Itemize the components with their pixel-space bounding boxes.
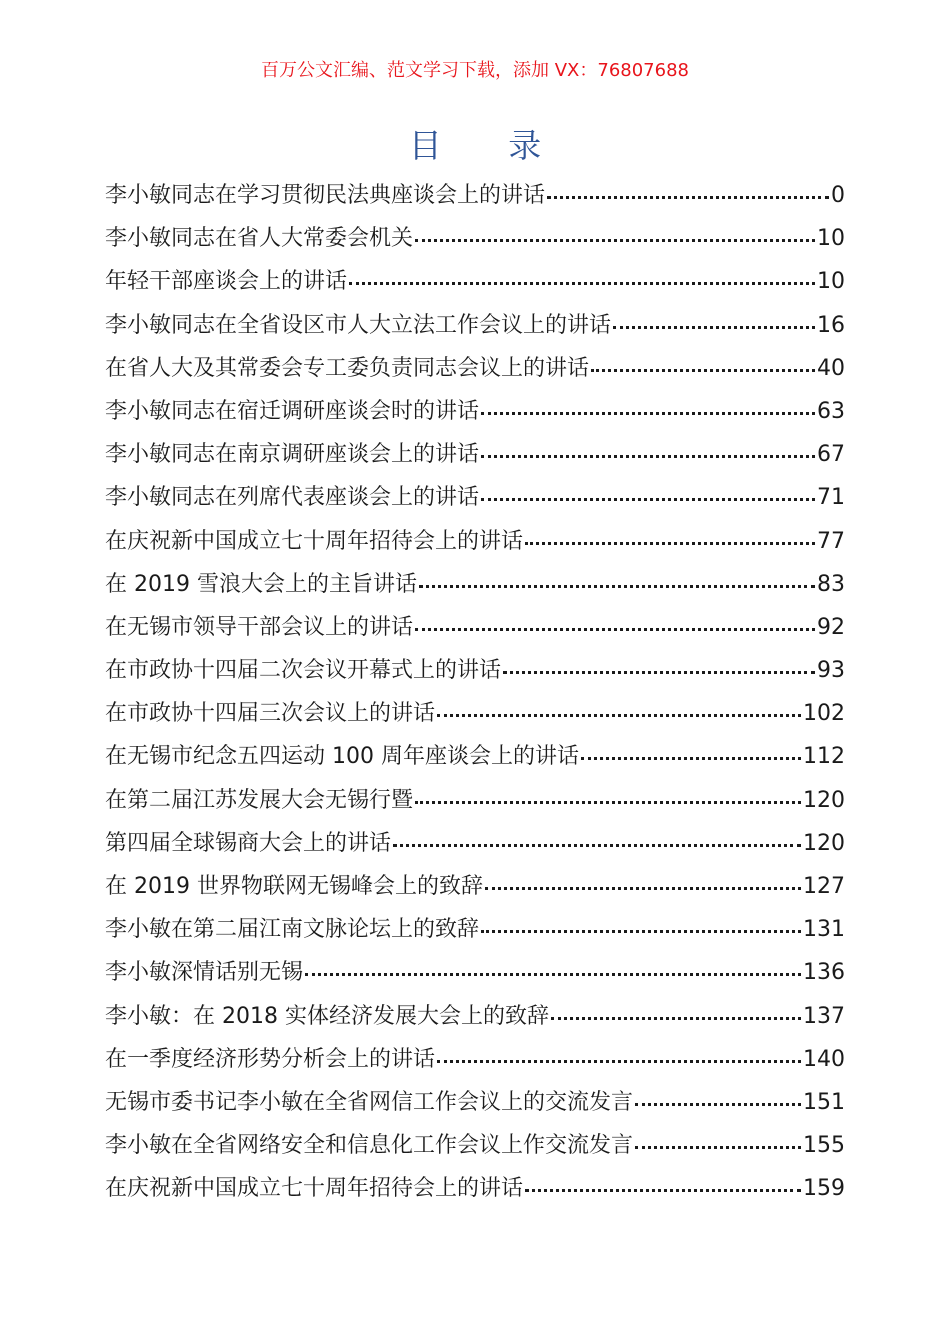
- toc-entry-page-number: 140: [803, 1046, 845, 1072]
- toc-entry-title: 李小敏同志在省人大常委会机关: [105, 226, 414, 252]
- toc-entry[interactable]: [105, 347, 845, 390]
- toc-entry[interactable]: [105, 908, 845, 951]
- toc-dot-leader: [581, 757, 801, 760]
- toc-entry-page-number: 120: [803, 787, 845, 813]
- toc-entry-page-number: 77: [817, 528, 845, 554]
- toc-entry-page-number: 92: [817, 614, 845, 640]
- toc-entry[interactable]: [105, 563, 845, 606]
- toc-entry[interactable]: [105, 433, 845, 476]
- toc-entry-page-number: 40: [817, 355, 845, 381]
- toc-entry-title: 在无锡市纪念五四运动 100 周年座谈会上的讲话: [105, 744, 579, 770]
- toc-entry-title: 李小敏深情话别无锡: [105, 960, 304, 986]
- toc-entry[interactable]: [105, 606, 845, 649]
- toc-entry-page-number: 131: [803, 917, 845, 943]
- toc-entry-title: 李小敏同志在南京调研座谈会上的讲话: [105, 442, 480, 468]
- toc-entry-title: 李小敏同志在全省设区市人大立法工作会议上的讲话: [105, 312, 612, 338]
- toc-dot-leader: [481, 455, 815, 458]
- toc-dot-leader: [349, 282, 815, 285]
- toc-entry[interactable]: [105, 1038, 845, 1081]
- toc-dot-leader: [393, 844, 801, 847]
- toc-entry-page-number: 83: [817, 571, 845, 597]
- toc-entry-title: 李小敏在第二届江南文脉论坛上的致辞: [105, 917, 480, 943]
- toc-dot-leader: [635, 1146, 801, 1149]
- toc-dot-leader: [437, 714, 801, 717]
- toc-dot-leader: [613, 326, 815, 329]
- toc-dot-leader: [415, 239, 815, 242]
- toc-entry-page-number: 137: [803, 1003, 845, 1029]
- toc-list: [105, 174, 845, 1211]
- toc-entry[interactable]: [105, 217, 845, 260]
- toc-entry-title: 李小敏同志在宿迁调研座谈会时的讲话: [105, 398, 480, 424]
- toc-entry[interactable]: [105, 520, 845, 563]
- toc-dot-leader: [525, 1189, 801, 1192]
- toc-entry-title: 李小敏同志在列席代表座谈会上的讲话: [105, 485, 480, 511]
- toc-entry[interactable]: [105, 260, 845, 303]
- toc-entry-title: 在 2019 雪浪大会上的主旨讲话: [105, 571, 417, 597]
- toc-dot-leader: [551, 1017, 801, 1020]
- toc-entry[interactable]: [105, 779, 845, 822]
- toc-entry[interactable]: [105, 390, 845, 433]
- toc-entry-title: 在市政协十四届三次会议上的讲话: [105, 701, 436, 727]
- toc-entry-title: 在市政协十四届二次会议开幕式上的讲话: [105, 658, 502, 684]
- toc-entry-title: 无锡市委书记李小敏在全省网信工作会议上的交流发言: [105, 1089, 634, 1115]
- toc-entry[interactable]: [105, 1167, 845, 1210]
- toc-dot-leader: [547, 196, 829, 199]
- toc-entry-page-number: 120: [803, 830, 845, 856]
- toc-entry-title: 在一季度经济形势分析会上的讲话: [105, 1046, 436, 1072]
- toc-title: 目 录: [408, 126, 570, 165]
- toc-entry[interactable]: [105, 1124, 845, 1167]
- toc-dot-leader: [525, 542, 815, 545]
- toc-dot-leader: [437, 1060, 801, 1063]
- toc-dot-leader: [635, 1103, 801, 1106]
- toc-dot-leader: [481, 412, 815, 415]
- toc-entry[interactable]: [105, 174, 845, 217]
- toc-entry-title: 在 2019 世界物联网无锡峰会上的致辞: [105, 874, 483, 899]
- toc-entry-title: 第四届全球锡商大会上的讲话: [105, 830, 392, 856]
- toc-entry-page-number: 16: [817, 312, 845, 338]
- toc-entry-title: 在第二届江苏发展大会无锡行暨: [105, 787, 414, 813]
- toc-entry[interactable]: [105, 649, 845, 692]
- toc-entry-page-number: 127: [803, 874, 845, 899]
- toc-dot-leader: [591, 369, 815, 372]
- toc-entry-title: 李小敏在全省网络安全和信息化工作会议上作交流发言: [105, 1133, 634, 1159]
- toc-entry-page-number: 10: [817, 226, 845, 252]
- toc-entry[interactable]: [105, 951, 845, 994]
- toc-entry-title: 年轻干部座谈会上的讲话: [105, 269, 348, 295]
- toc-entry-title: 在省人大及其常委会专工委负责同志会议上的讲话: [105, 355, 590, 381]
- toc-entry[interactable]: [105, 476, 845, 519]
- toc-entry-page-number: 112: [803, 744, 845, 770]
- toc-entry[interactable]: [105, 692, 845, 735]
- toc-dot-leader: [503, 671, 815, 674]
- toc-entry-title: 在庆祝新中国成立七十周年招待会上的讲话: [105, 528, 524, 554]
- toc-entry-page-number: 151: [803, 1089, 845, 1115]
- toc-entry-page-number: 102: [803, 701, 845, 727]
- toc-entry-page-number: 159: [803, 1176, 845, 1202]
- toc-entry-page-number: 0: [831, 183, 845, 208]
- toc-entry[interactable]: [105, 735, 845, 778]
- toc-dot-leader: [305, 973, 801, 976]
- toc-entry-title: 在庆祝新中国成立七十周年招待会上的讲话: [105, 1176, 524, 1202]
- toc-entry[interactable]: [105, 995, 845, 1038]
- toc-dot-leader: [419, 585, 815, 588]
- toc-entry-page-number: 155: [803, 1133, 845, 1159]
- toc-dot-leader: [481, 498, 815, 501]
- toc-entry[interactable]: [105, 304, 845, 347]
- toc-entry[interactable]: [105, 822, 845, 865]
- toc-entry[interactable]: [105, 1081, 845, 1124]
- toc-entry-page-number: 10: [817, 269, 845, 295]
- toc-entry-title: 在无锡市领导干部会议上的讲话: [105, 614, 414, 640]
- toc-entry-page-number: 71: [817, 485, 845, 511]
- toc-entry-page-number: 136: [803, 960, 845, 986]
- toc-dot-leader: [415, 801, 801, 804]
- toc-entry-title: 李小敏同志在学习贯彻民法典座谈会上的讲话: [105, 183, 546, 208]
- toc-entry-page-number: 63: [817, 398, 845, 424]
- toc-entry-title: 李小敏：在 2018 实体经济发展大会上的致辞: [105, 1003, 549, 1029]
- toc-entry-page-number: 67: [817, 442, 845, 468]
- header-note: 百万公文汇编、范文学习下载，添加 VX：76807688: [261, 60, 689, 81]
- toc-entry[interactable]: [105, 865, 845, 908]
- toc-dot-leader: [415, 628, 815, 631]
- toc-dot-leader: [481, 930, 801, 933]
- toc-entry-page-number: 93: [817, 658, 845, 684]
- toc-dot-leader: [485, 887, 801, 890]
